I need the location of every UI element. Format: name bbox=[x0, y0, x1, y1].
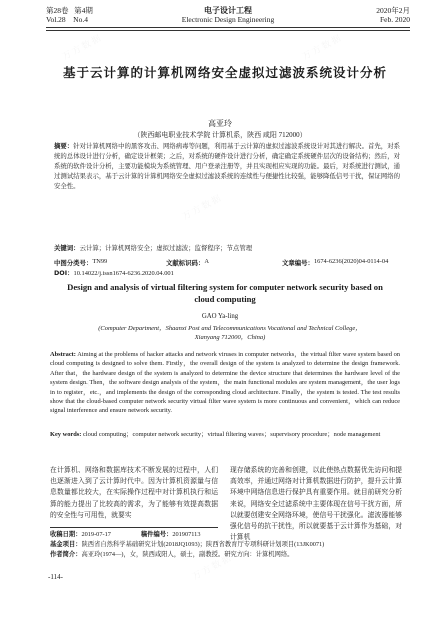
doi-label: DOI： bbox=[54, 269, 74, 277]
document-code: 文献标识码： A bbox=[166, 258, 209, 267]
clc-number: 中图分类号： TN99 bbox=[54, 258, 108, 267]
header-rule bbox=[46, 27, 410, 28]
abstract-cn bbox=[54, 142, 400, 192]
abstract-en-text: Aiming at the problems of hacker attacks and network viruses in computer networks，the virtual filter wave system based on cloud computing is designed to solve them. Firstly，the overall design of the system is analyzed to determine the design framework. After that，the hardware design of the system is analyzed to determine the device structure that determines the hardware level of the system design. Then，the software design analysis of the system，the main functional modules are system management，the user logs in to register，etc.，and implements the design of the corresponding cloud architecture. Finally，the system is tested. The test results show that the cloud-based computer network security virtual filter wave system is more continuous and convenient，which can reduce signal interference and ensure network security. bbox=[50, 351, 400, 415]
header-journal bbox=[46, 6, 410, 24]
doi-line bbox=[54, 268, 400, 277]
abstract-cn-label: 摘要： bbox=[54, 142, 74, 150]
footnote-fund: 基金项目：陕西省自然科学基础研究计划(2018JQ1093)；陕西省教育厅专项科研计划项目(13JK0071) bbox=[50, 541, 325, 549]
affiliation-en: (Computer Department，Shaanxi Post and Telecommunications Vocational and Technical College，Xianyang 712000，China) bbox=[98, 325, 362, 341]
header-date-cn: 2020年2月 bbox=[376, 6, 410, 15]
title-en: Design and analysis of virtual filtering system for computer network security based on cloud computing bbox=[67, 282, 383, 304]
title-cn: 基于云计算的计算机网络安全虚拟过滤波系统设计分析 bbox=[62, 65, 387, 80]
footnote bbox=[50, 530, 410, 561]
keywords-en bbox=[50, 430, 400, 439]
abstract-cn-text: 针对计算机网络中的黑客攻击、网络病毒等问题，利用基于云计算的虚拟过滤波系统设计对其进行解决。首先，对系统的总体设计进行分析，确定设计框架；之后，对系统的硬件设计进行分析，确定确定系统硬件层次的设备结构；然后，对系统的软件设计分析，主要功能模块为系统管理、用户登录注册等，并且实现相应实现的功能。最后，对系统进行测试，通过测试结果表示，基于云计算的计算机网络安全虚拟过滤波系统的连续性与便捷性比较强，能够降低信号干扰，保证网络的安全性。 bbox=[54, 143, 401, 190]
body-column-right: 现存储系统的完善和创建，以此使热点数据优先访问和提高效率，并通过网络对计算机数据进行防护，提升云计算环境中网络信息进行保护具有重要作用。就目前研究分析来说，网络安全过滤系统中主要体现在信号干扰方面，所以就要创建安全网络环境，使信号干扰强化。滤波器能够强化信号的抗干扰性，所以就要基于云计算作为基础，对计算机 bbox=[230, 467, 402, 542]
classification-line bbox=[54, 258, 400, 268]
header-issue-en: No.4 bbox=[73, 15, 88, 24]
footnote-received: 收稿日期：2019-07-17 稿件编号：201907113 bbox=[50, 531, 201, 538]
header-date bbox=[376, 6, 410, 24]
watermark-text bbox=[180, 190, 225, 222]
keywords-en-label: Key words: bbox=[50, 431, 82, 438]
author-en: GAO Ya-ling bbox=[201, 313, 239, 320]
header-date-en: Feb. 2020 bbox=[380, 15, 410, 24]
watermark-text bbox=[60, 30, 105, 62]
affiliation-cn: （陕西邮电职业技术学院 计算机系，陕西 咸阳 712000） bbox=[133, 131, 307, 139]
doi-value: 10.14022/j.issn1674-6236.2020.04.001 bbox=[73, 270, 174, 277]
body-column-left: 在计算机、网络和数据库技术不断发展的过程中，人们也逐渐进入到了云计算时代中。因为计算机资源量与信息数量都比较大，在实际操作过程中对计算机执行和运算的能力提出了比较高的需求，为了能够有效提高数据的安全性与可用性，就要实 bbox=[50, 467, 218, 519]
keywords-en-text: cloud computing；computer network security；virtual filtering waves；supervisory procedure；node management bbox=[83, 431, 381, 438]
keywords-cn bbox=[54, 244, 400, 253]
watermark-text bbox=[300, 30, 345, 62]
abstract-en-label: Abstract: bbox=[50, 351, 76, 358]
header-issue: 第4期 bbox=[74, 6, 93, 15]
header-volume: 第28卷 bbox=[46, 6, 69, 15]
header-rule-thin bbox=[46, 30, 410, 31]
keywords-cn-label: 关键词： bbox=[54, 244, 80, 252]
journal-name-en: Electronic Design Engineering bbox=[181, 15, 275, 24]
keywords-cn-text: 云计算；计算机网络安全；虚拟过滤波；监督程序；节点管理 bbox=[79, 245, 253, 252]
abstract-en bbox=[50, 350, 400, 416]
header-volume-en: Vol.28 bbox=[46, 15, 66, 24]
author-cn: 高亚玲 bbox=[208, 119, 232, 128]
journal-name-cn: 电子设计工程 bbox=[204, 6, 252, 15]
footnote-author: 作者简介：高亚玲(1974—)，女，陕西咸阳人，硕士，副教授。研究方向：计算机网络。 bbox=[50, 551, 294, 559]
page-number: -114- bbox=[48, 573, 63, 581]
article-number: 文章编号： 1674-6236(2020)04-0114-04 bbox=[282, 258, 389, 267]
footnote-rule bbox=[50, 527, 218, 528]
